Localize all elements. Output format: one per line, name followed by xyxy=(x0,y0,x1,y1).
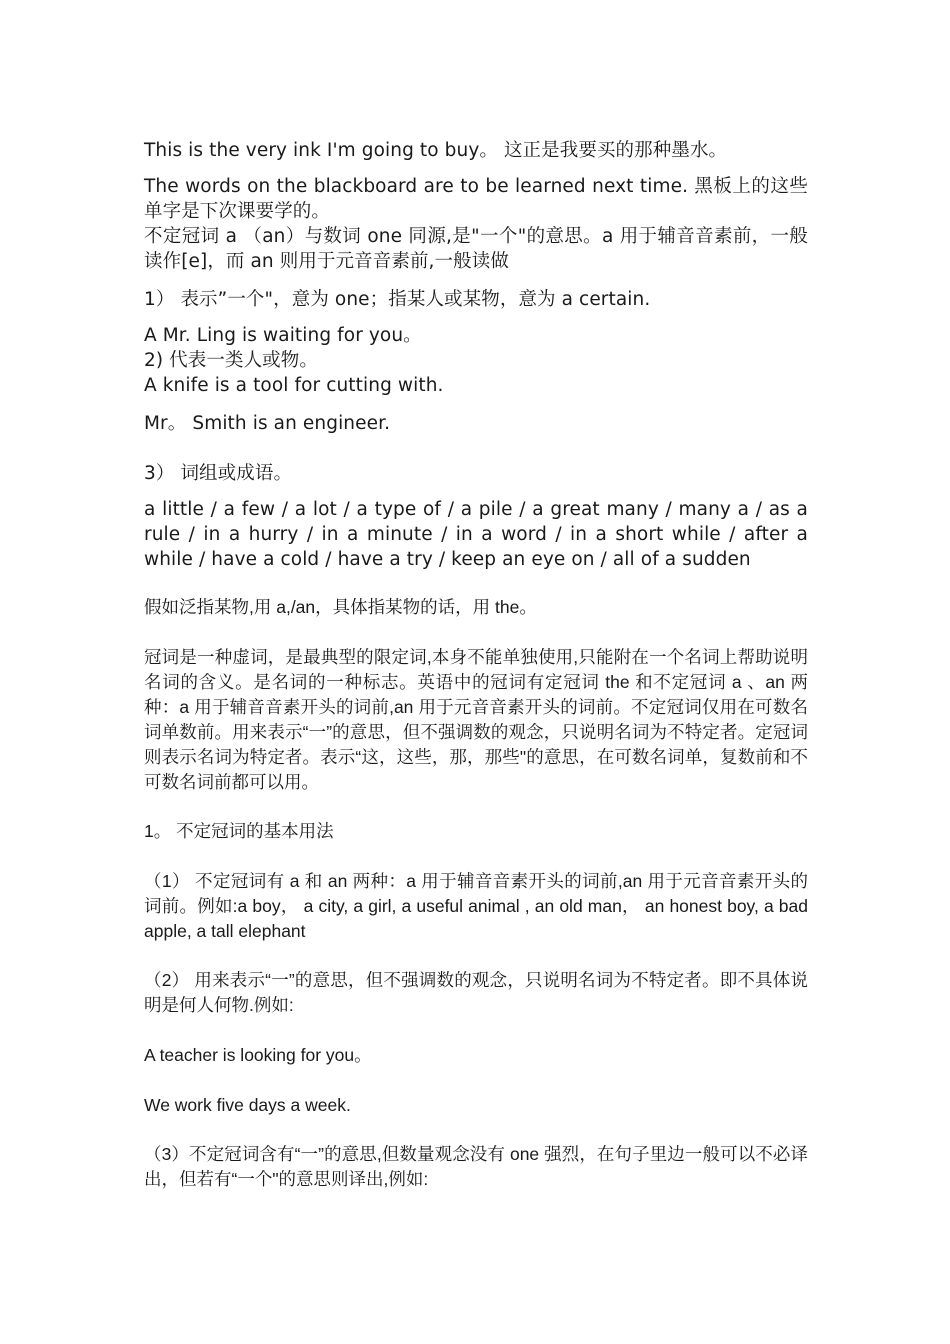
paragraph-8: 假如泛指某物,用 a,/an，具体指某物的话，用 the。 xyxy=(144,597,537,617)
paragraph-3: 1） 表示”一个"，意为 one；指某人或某物，意为 a certain. xyxy=(144,289,651,310)
paragraph-13: A teacher is looking for you。 xyxy=(144,1045,372,1065)
paragraph-11: （1） 不定冠词有 a 和 an 两种：a 用于辅音音素开头的词前,an 用于元音音素开头的词前。例如:a boy， a city, a girl, a useful animal , an old man， an honest boy, a bad apple, a tall elephant xyxy=(144,871,808,941)
paragraph-5: Mr。 Smith is an engineer. xyxy=(144,413,391,434)
paragraph-12: （2） 用来表示“一”的意思，但不强调数的观念，只说明名词为不特定者。即不具体说明是何人何物.例如: xyxy=(144,970,808,1015)
paragraph-7: a little / a few / a lot / a type of / a pile / a great many / many a / as a rule / in a hurry / in a minute / in a word / in a short while / after a while / have a cold / have a try / keep an eye on / all of a sudden xyxy=(144,499,808,570)
paragraph-2: The words on the blackboard are to be learned next time. 黑板上的这些单字是下次课要学的。 不定冠词 a （an）与数词 one 同源,是"一个"的意思。a 用于辅音音素前，一般读作[e]，而 an 则用于元音音素前,一般读做 xyxy=(144,176,808,272)
paragraph-9: 冠词是一种虚词，是最典型的限定词,本身不能单独使用,只能附在一个名词上帮助说明名词的含义。是名词的一种标志。英语中的冠词有定冠词 the 和不定冠词 a 、an 两种：a 用于辅音音素开头的词前,an 用于元音音素开头的词前。不定冠词仅用在可数名词单数前。用来表示“一”的意思，但不强调数的观念，只说明名词为不特定者。定冠词则表示名词为特定者。表示“这，这些，那，那些"的意思，在可数名词单，复数前和不可数名词前都可以用。 xyxy=(144,647,808,792)
paragraph-1: This is the very ink I'm going to buy。 这正是我要买的那种墨水。 xyxy=(144,140,728,161)
paragraph-6: 3） 词组或成语。 xyxy=(144,463,293,484)
paragraph-4: A Mr. Ling is waiting for you。 2) 代表一类人或物。 A knife is a tool for cutting with. xyxy=(144,325,444,396)
paragraph-14: We work five days a week. xyxy=(144,1095,351,1115)
paragraph-10: 1。 不定冠词的基本用法 xyxy=(144,821,334,841)
paragraph-15: （3）不定冠词含有“一”的意思,但数量观念没有 one 强烈，在句子里边一般可以不必译出，但若有“一个"的意思则译出,例如: xyxy=(144,1144,808,1189)
